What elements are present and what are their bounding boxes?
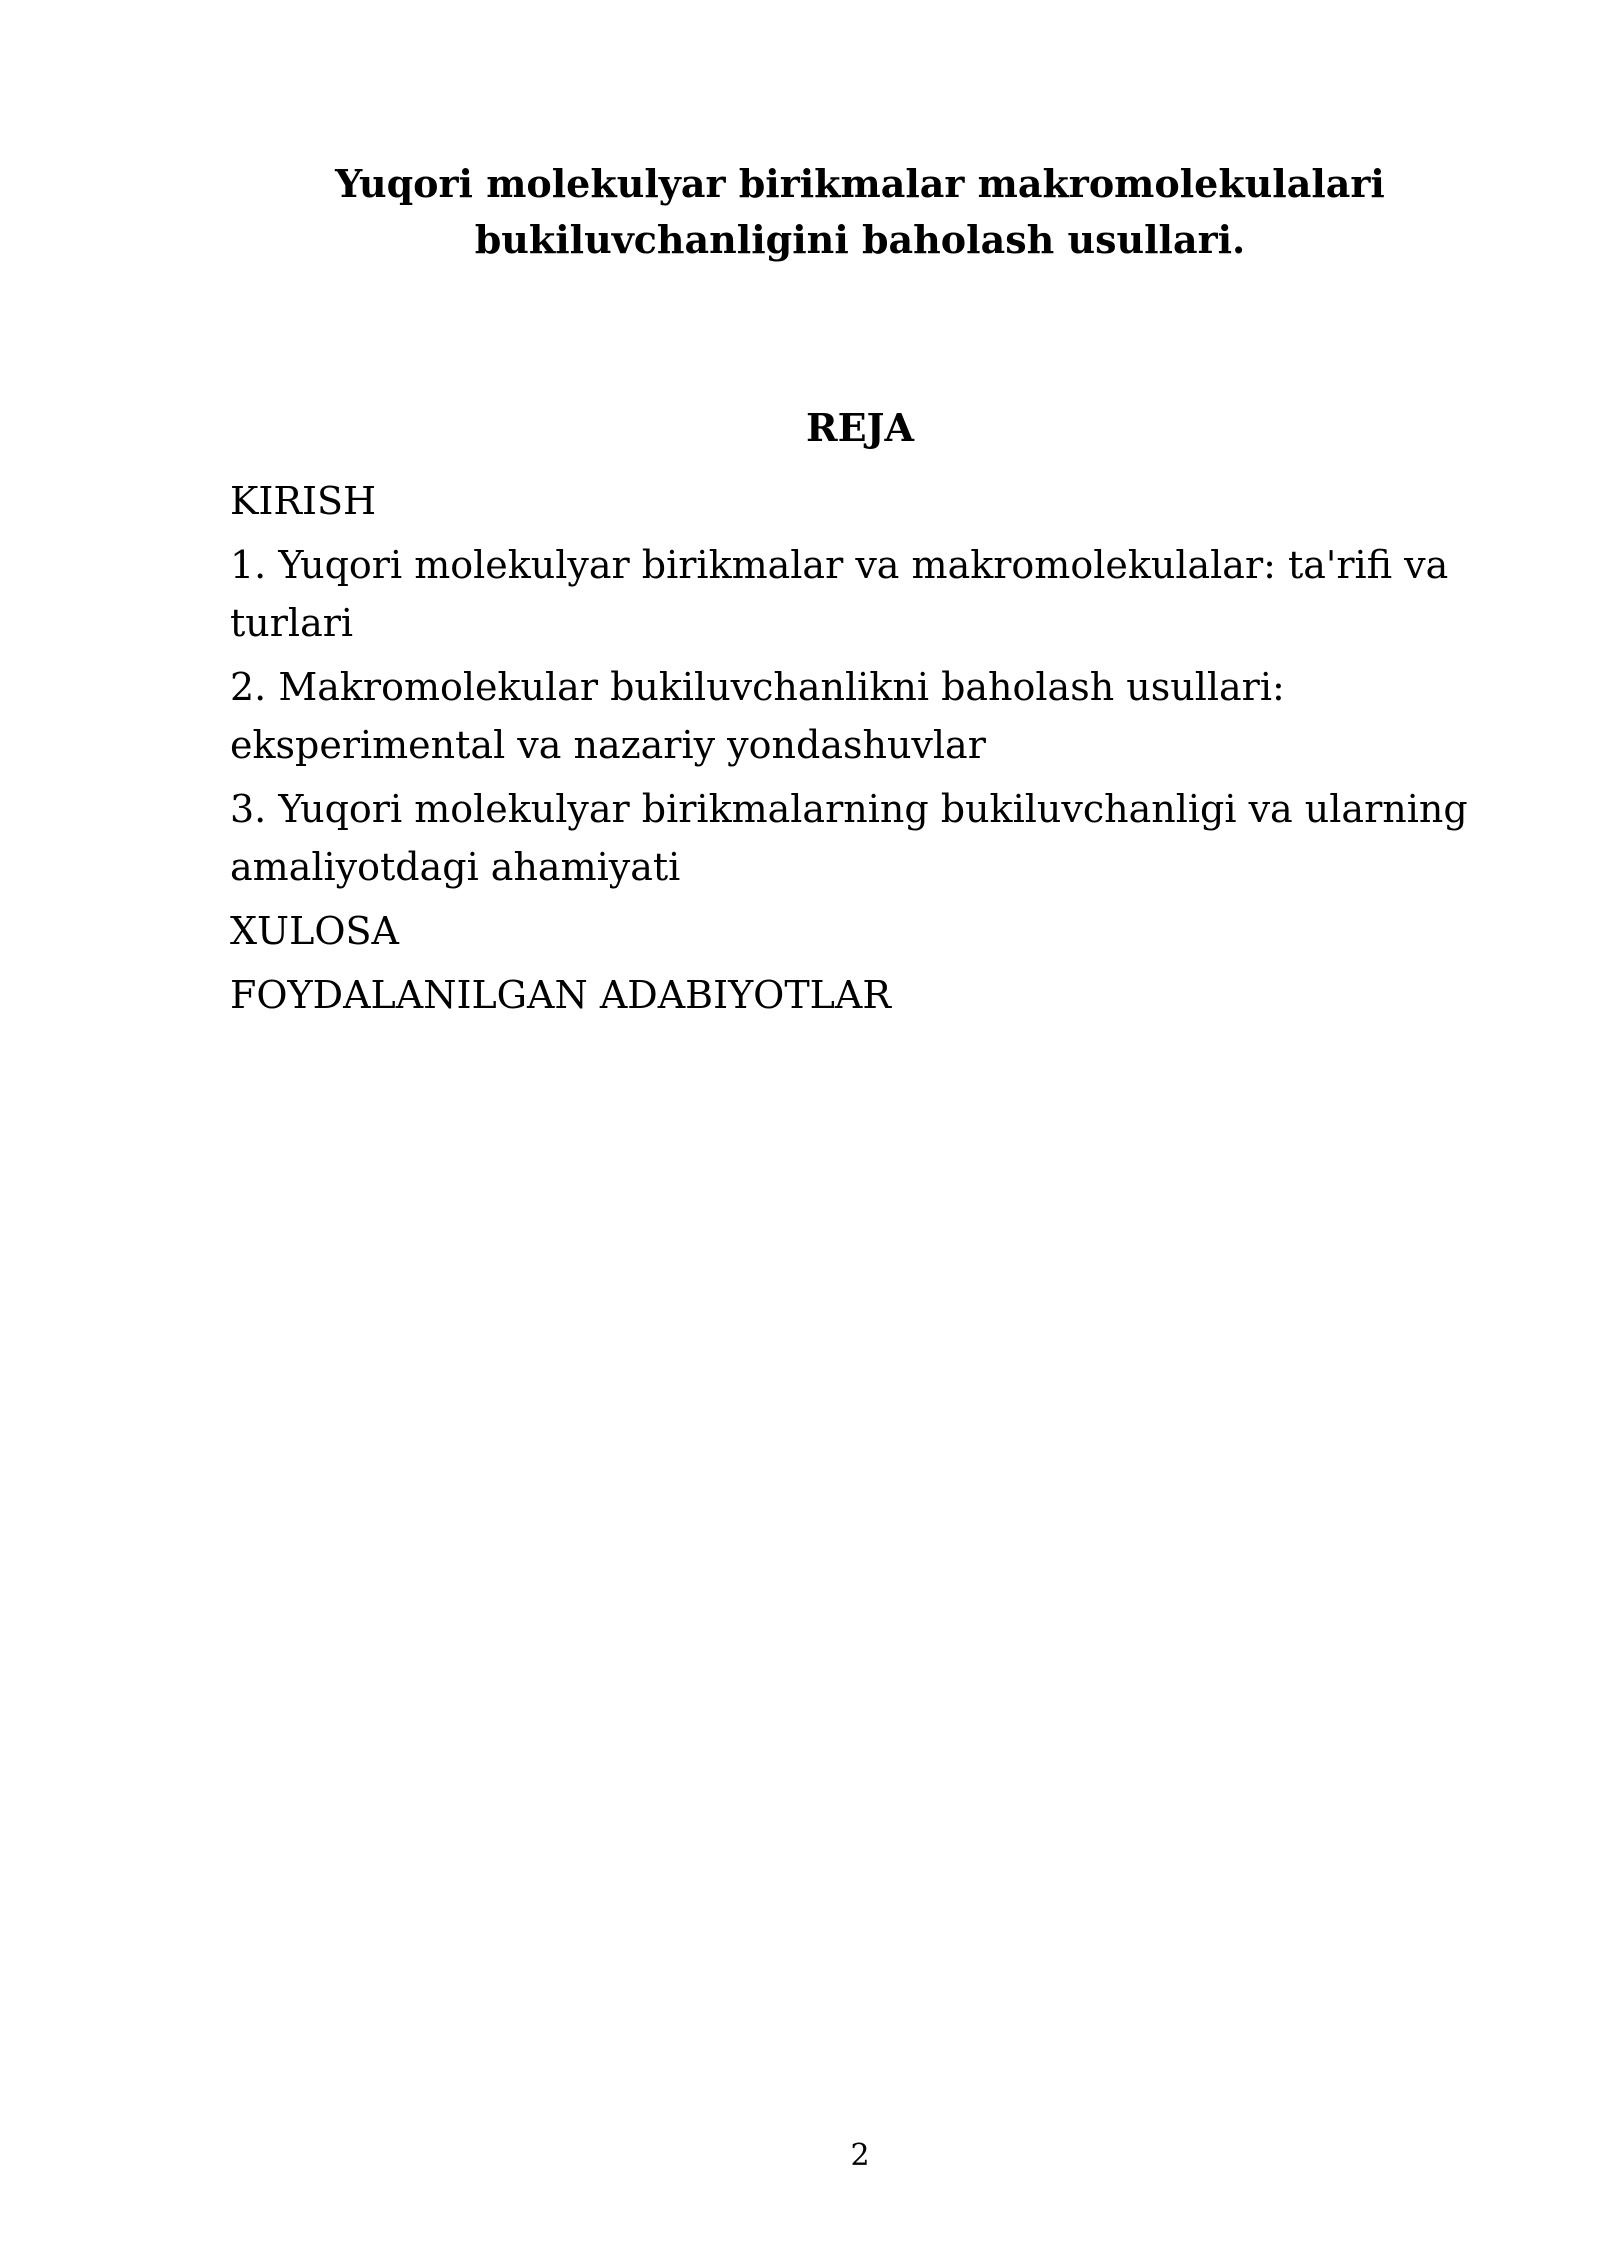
- plan-item-3: 3. Yuqori molekulyar birikmalarning bukiluvchanligi va ularning amaliyotdagi ahamiyati: [230, 787, 1468, 889]
- plan-item-kirish: KIRISH: [230, 479, 377, 523]
- plan-item-1: 1. Yuqori molekulyar birikmalar va makromolekulalar: ta'rifi va turlari: [230, 543, 1449, 645]
- plan-heading: REJA: [805, 405, 914, 450]
- plan-item-references: FOYDALANILGAN ADABIYOTLAR: [230, 973, 891, 1017]
- plan-item-2: 2. Makromolekular bukiluvchanlikni baholash usullari: eksperimental va nazariy yondashuvlar: [230, 665, 1285, 767]
- plan-item-xulosa: XULOSA: [230, 909, 399, 953]
- document-title-line-2: bukiluvchanligini baholash usullari.: [474, 217, 1246, 262]
- plan-list: [230, 472, 1490, 1030]
- page-number: 2: [850, 2138, 870, 2173]
- document-title: [230, 156, 1490, 268]
- document-title-line-1: Yuqori molekulyar birikmalar makromolekulalari: [335, 161, 1385, 206]
